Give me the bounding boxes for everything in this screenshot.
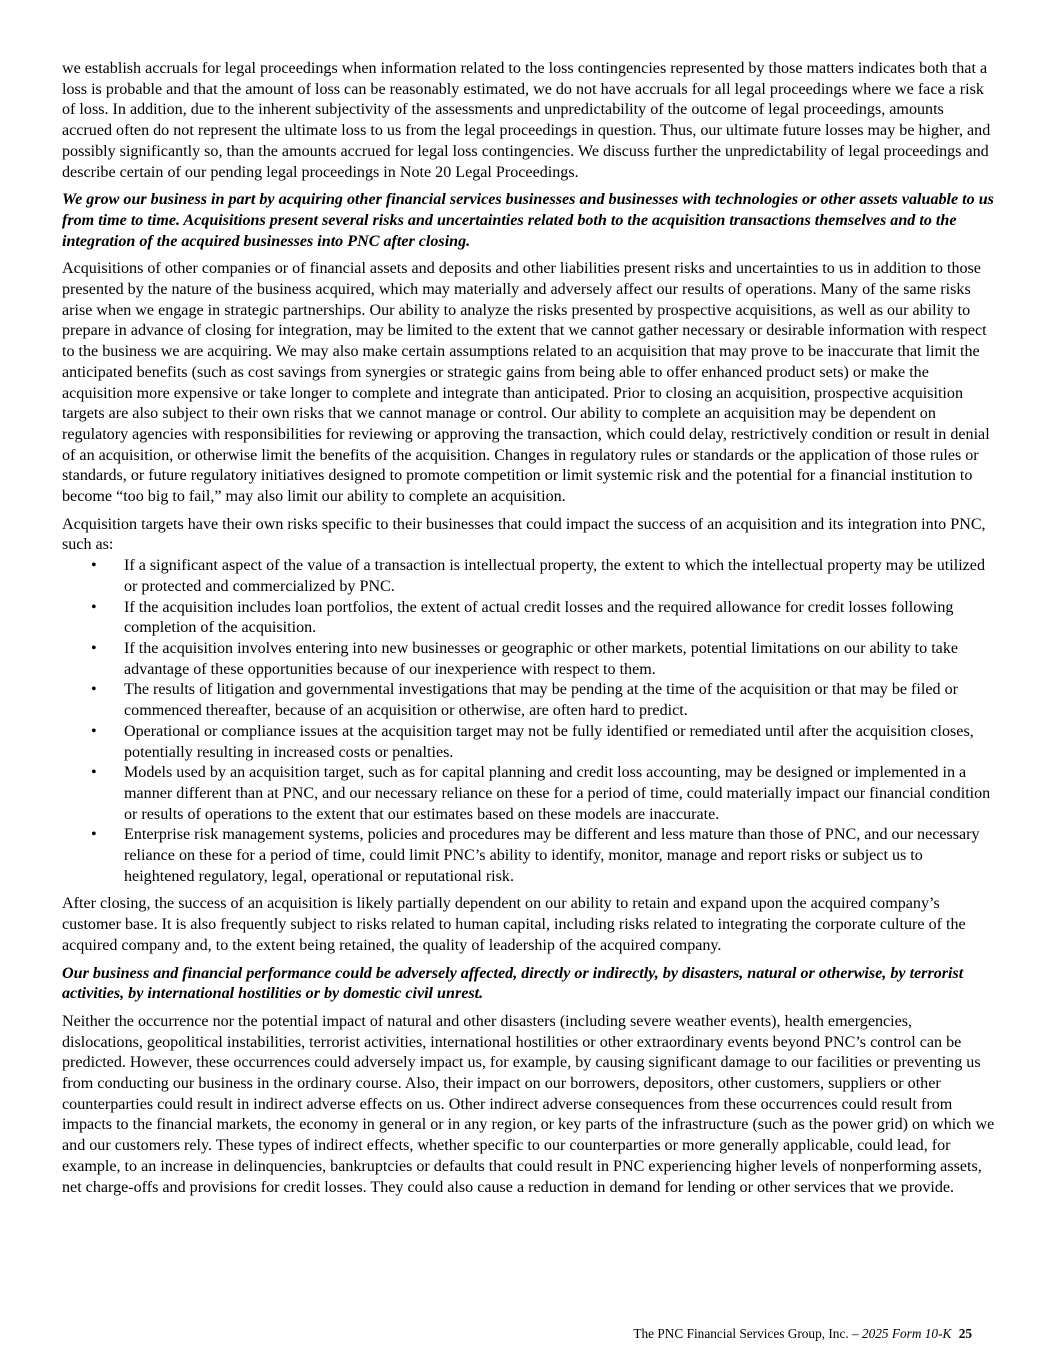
paragraph-acquisition-targets: Acquisition targets have their own risks specific to their businesses that could impact the success of an acquisition and its integration into PNC, such as: xyxy=(62,515,986,554)
bullet-icon: • xyxy=(91,722,97,740)
bullet-icon: • xyxy=(91,639,97,657)
paragraph-disasters: Neither the occurrence nor the potential impact of natural and other disasters (including severe weather events), health emergencies, dislocations, geopolitical instabilities, terrorist activities, international hostilities or other extraordinary events beyond PNC’s control can be predicted. However, these occurrences could adversely impact us, for example, by causing significant damage to our facilities or preventing us from conducting our business in the ordinary course. Also, their impact on our borrowers, depositors, other customers, suppliers or other counterparties could result in indirect adverse effects on us. Other indirect adverse consequences from these occurrences could result from impacts to the financial markets, the economy in general or in any region, or key parts of the infrastructure (such as the power grid) on which we and our customers rely. These types of indirect effects, whether specific to our counterparties or more generally applicable, could lead, for example, to an increase in delinquencies, bankruptcies or defaults that could result in PNC experiencing higher levels of nonperforming assets, net charge-offs and provisions for credit losses. They could also cause a reduction in demand for lending or other services that we provide. xyxy=(62,1012,995,1196)
list-item xyxy=(62,680,997,721)
paragraph-legal-accruals: we establish accruals for legal proceedings when information related to the loss contingencies represented by those matters indicates both that a loss is probable and that the amount of loss can be reasonably estimated, we do not have accruals for all legal proceedings where we face a risk of loss. In addition, due to the inherent subjectivity of the assessments and unpredictability of the outcome of legal proceedings, amounts accrued often do not represent the ultimate loss to us from the legal proceedings in question. Thus, our ultimate future losses may be higher, and possibly significantly so, than the amounts accrued for legal loss contingencies. We discuss further the unpredictability of legal proceedings and describe certain of our pending legal proceedings in Note 20 Legal Proceedings. xyxy=(62,60,991,181)
list-item xyxy=(62,763,997,825)
paragraph-after-closing: After closing, the success of an acquisition is likely partially dependent on our ability to retain and expand upon the acquired company’s customer base. It is also frequently subject to risks related to human capital, including risks related to integrating the corporate culture of the acquired company and, to the extent being retained, the quality of leadership of the acquired company. xyxy=(62,895,966,954)
list-item-text: Models used by an acquisition target, such as for capital planning and credit loss accounting, may be designed or implemented in a manner different than at PNC, and our necessary reliance on these for a period of time, could materially impact our financial condition or results of operations to the extent that our estimates based on these models are inaccurate. xyxy=(124,764,991,823)
list-item-text: If the acquisition involves entering into new businesses or geographic or other markets, potential limitations on our ability to take advantage of these opportunities because of our inexperience with respect to them. xyxy=(124,639,959,678)
list-item-text: If the acquisition includes loan portfolios, the extent of actual credit losses and the required allowance for credit losses following completion of the acquisition. xyxy=(124,598,954,637)
list-item xyxy=(62,598,997,639)
footer-company: The PNC Financial Services Group, Inc. – xyxy=(633,1326,862,1341)
list-item-text: If a significant aspect of the value of a transaction is intellectual property, the extent to which the intellectual property may be utilized or protected and commercialized by PNC. xyxy=(124,557,985,595)
footer-form: 2025 Form 10-K xyxy=(861,1326,952,1341)
bullet-icon: • xyxy=(91,681,97,699)
paragraph-acquisition-risks: Acquisitions of other companies or of financial assets and deposits and other liabilities present risks and uncertainties to us in addition to those presented by the nature of the business acquired, which may materially and adversely affect our results of operations. Many of the same risks arise when we engage in strategic partnerships. Our ability to analyze the risks presented by prospective acquisitions, as well as our ability to prepare in advance of closing for integration, may be limited to the extent that we cannot gather necessary or desirable information with respect to the business we are acquiring. We may also make certain assumptions related to an acquisition that may prove to be inaccurate that limit the anticipated benefits (such as cost savings from synergies or strategic gains from being able to offer enhanced product sets) or make the acquisition more expensive or take longer to complete and integrate than anticipated. Prior to closing an acquisition, prospective acquisition targets are also subject to their own risks that we cannot manage or control. Our ability to complete an acquisition may be dependent on regulatory agencies with responsibilities for reviewing or approving the transaction, which could delay, restrictively condition or result in denial of an acquisition, or otherwise limit the benefits of the acquisition. Changes in regulatory rules or standards or the application of those rules or standards, or future regulatory initiatives designed to promote competition or limit systemic risk and the potential for a financial institution to become “too big to fail,” may also limit our ability to complete an acquisition. xyxy=(62,260,990,506)
page-footer xyxy=(633,1326,972,1342)
risk-heading-disasters: Our business and financial performance could be adversely affected, directly or indirectly, by disasters, natural or otherwise, by terrorist activities, by international hostilities or by domestic civil unrest. xyxy=(62,964,964,1003)
list-item xyxy=(62,639,997,680)
list-item-text: Operational or compliance issues at the acquisition target may not be fully identified or remediated until after the acquisition closes, potentially resulting in increased costs or penalties. xyxy=(124,722,974,761)
list-item xyxy=(62,556,997,597)
list-item-text: The results of litigation and governmental investigations that may be pending at the time of the acquisition or that may be filed or commenced thereafter, because of an acquisition or otherwise, are often hard to predict. xyxy=(124,681,958,720)
list-item xyxy=(62,722,997,763)
list-item-text: Enterprise risk management systems, policies and procedures may be different and less mature than those of PNC, and our necessary reliance on these for a period of time, could limit PNC’s ability to identify, monitor, manage and report risks or subject us to heightened regulatory, legal, operational or reputational risk. xyxy=(124,826,980,885)
bullet-icon: • xyxy=(91,598,97,616)
bullet-icon: • xyxy=(91,557,97,575)
risk-heading-acquisitions: We grow our business in part by acquiring other financial services businesses and businesses with technologies or other assets valuable to us from time to time. Acquisitions present several risks and uncertainties related both to the acquisition transactions themselves and to the integration of the acquired businesses into PNC after closing. xyxy=(62,191,994,250)
bullet-icon: • xyxy=(91,826,97,844)
acquisition-risk-list xyxy=(62,556,997,887)
list-item xyxy=(62,825,997,887)
page-number: 25 xyxy=(958,1326,972,1341)
bullet-icon: • xyxy=(91,764,97,782)
document-page xyxy=(62,59,997,1205)
